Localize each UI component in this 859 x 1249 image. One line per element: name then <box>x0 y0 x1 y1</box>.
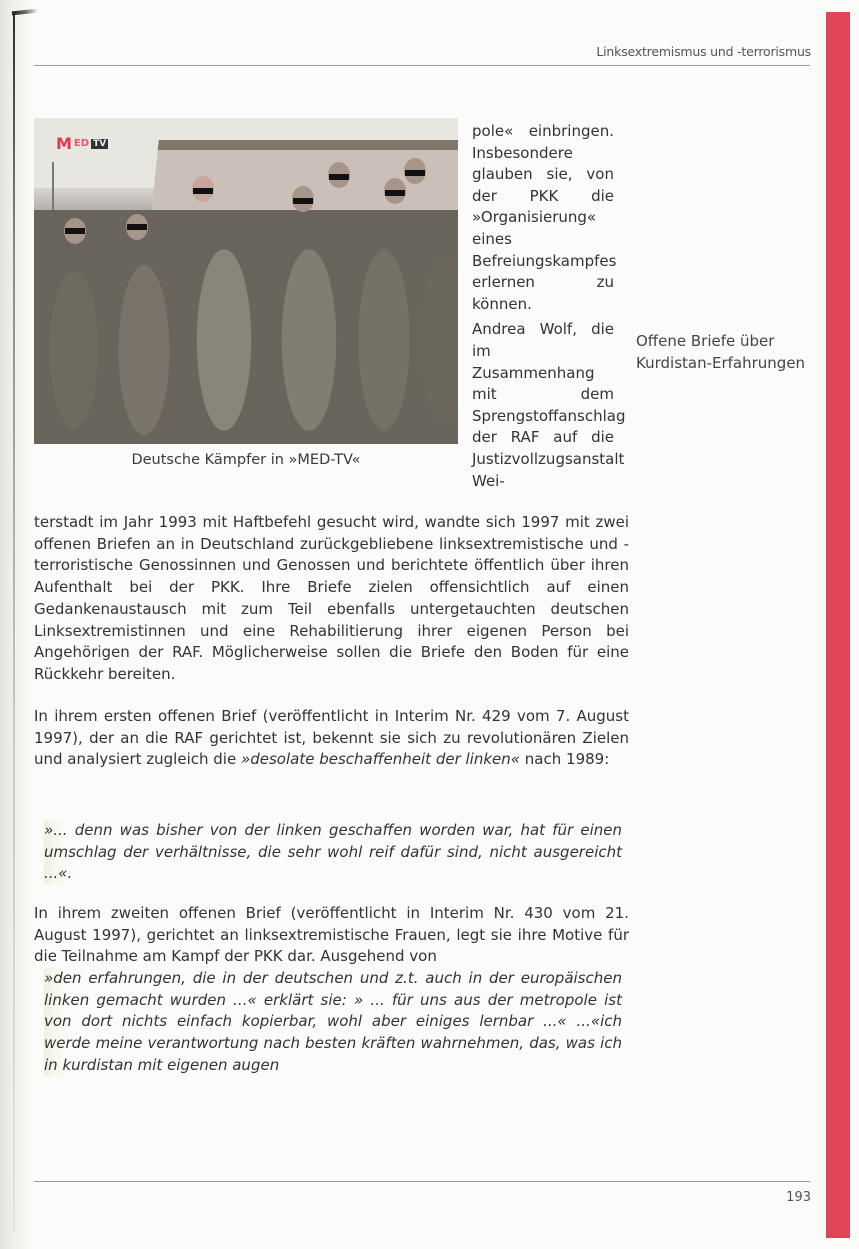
page-number: 193 <box>786 1190 811 1205</box>
footer-rule <box>34 1181 810 1182</box>
header-rule <box>34 65 810 66</box>
body-paragraph-2: In ihrem ersten offenen Brief (veröffentlicht in Interim Nr. 429 vom 7. August 1997), der an die RAF gerichtet ist, bekennt sie sich zu revolutionären Zielen und analysiert zugleich die »desolate beschaffenheit der linken« nach 1989: <box>34 707 629 769</box>
narrow-text-column <box>472 121 626 492</box>
photo-med-tv-fighters <box>34 118 458 444</box>
med-tv-logo: M ED TV <box>56 134 107 153</box>
body-paragraph-3: In ihrem zweiten offenen Brief (veröffentlicht in Interim Nr. 430 vom 21. August 1997), gerichtet an linksextremistische Frauen, legt sie ihre Motive für die Teilnahme am Kampf der PKK dar. Ausgehend von <box>34 904 629 966</box>
narrow-paragraph-1: pole« einbringen. Insbesondere glauben sie, von der PKK die »Organisierung« eines Befreiungskampfes erlernen zu können. <box>472 122 617 313</box>
block-quote-1: »... denn was bisher von der linken geschaffen worden war, hat für einen umschlag der verhältnisse, die sehr wohl reif dafür sind, nicht ausgereicht ...«. <box>44 820 622 885</box>
narrow-paragraph-2: Andrea Wolf, die im Zusammenhang mit dem Sprengstoffanschlag der RAF auf die Justizvollzugsanstalt Wei- <box>472 320 626 490</box>
italic-quote-inline: »desolate beschaffenheit der linken« <box>240 750 521 769</box>
block-quote-2: »den erfahrungen, die in der deutschen und z.t. auch in der europäischen linken gemacht wurden ...« erklärt sie: » ... für uns aus der metropole ist von dort nichts einfach kopierbar, wohl aber einiges lernbar ...« ...«ich werde meine verantwortung nach besten kräften wahrnehmen, das, was ich in kurdistan mit eigenen augen <box>44 968 622 1077</box>
margin-note: Offene Briefe über Kurdistan-Erfahrungen <box>636 332 806 372</box>
chapter-thumb-index-bar <box>826 12 850 1238</box>
photo-crowd <box>34 210 458 444</box>
figure-caption: Deutsche Kämpfer in »MED-TV« <box>131 452 361 468</box>
running-head: Linksextremismus und -terrorismus <box>596 44 811 59</box>
page-spine-shadow <box>0 0 34 1249</box>
spine-edge-line <box>13 12 15 1232</box>
body-paragraph-1: terstadt im Jahr 1993 mit Haftbefehl gesucht wird, wandte sich 1997 mit zwei offenen Briefen an in Deutschland zurückgebliebene linksextremistische und -terroristische Genossinnen und Genossen und berichtete öffentlich über ihren Aufenthalt bei der PKK. Ihre Briefe zielen offensichtlich auf einen Gedankenaustausch mit zum Teil ebenfalls untergetauchten deutschen Linksextremistinnen und eine Rehabilitierung ihrer eigenen Person bei Angehörigen der RAF. Möglicherweise sollen die Briefe den Boden für eine Rückkehr bereiten. <box>34 513 629 683</box>
